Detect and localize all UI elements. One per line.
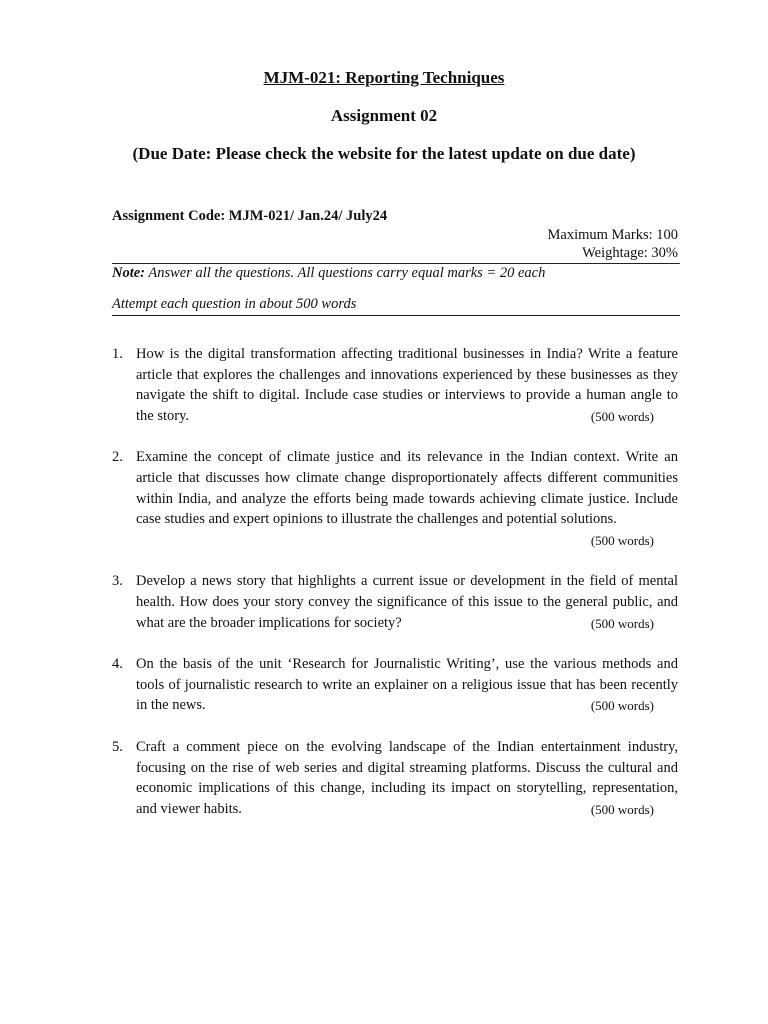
question-body: Develop a news story that highlights a current issue or development in the field of mental health. How does your story convey the significance of this issue to the general public, and what are the broader implications for society? [136, 573, 678, 631]
question-item [112, 344, 678, 427]
note-line [112, 265, 545, 282]
word-limit: (500 words) [590, 615, 654, 631]
weightage: Weightage: 30% [582, 245, 678, 261]
question-text [136, 571, 678, 634]
word-limit: (500 words) [590, 801, 654, 817]
divider-bottom [112, 315, 680, 316]
question-list [112, 344, 678, 840]
question-number: 1. [112, 346, 123, 362]
word-limit: (500 words) [590, 698, 654, 714]
question-body: Craft a comment piece on the evolving landscape of the Indian entertainment industry, focusing on the rise of web series and digital streaming platforms. Discuss the cultural and economic implications of this change, including its impact on storytelling, representation, and viewer habits. [136, 738, 678, 817]
word-limit: (500 words) [590, 408, 654, 424]
question-text [136, 654, 678, 717]
question-text [136, 737, 678, 820]
question-item [112, 737, 678, 820]
question-text [136, 344, 678, 427]
question-item [112, 654, 678, 717]
question-text [136, 447, 678, 551]
question-item [112, 447, 678, 551]
question-body: How is the digital transformation affecting traditional businesses in India? Write a feature article that explores the challenges and innovations experienced by these businesses as they navigate the shift to digital. Include case studies or interviews to provide a human angle to the story. [136, 346, 678, 424]
course-title: MJM-021: Reporting Techniques [263, 68, 505, 87]
question-body: On the basis of the unit ‘Research for Journalistic Writing’, use the various methods and tools of journalistic research to write an explainer on a religious issue that has been recently in the news. [136, 656, 678, 714]
question-number: 3. [112, 573, 123, 590]
question-number: 5. [112, 738, 123, 755]
question-number: 2. [112, 449, 123, 466]
assignment-code: Assignment Code: MJM-021/ Jan.24/ July24 [112, 208, 388, 224]
divider-top [112, 263, 680, 264]
assignment-title: Assignment 02 [330, 106, 438, 125]
attempt-instruction: Attempt each question in about 500 words [112, 296, 357, 312]
question-item [112, 571, 678, 634]
due-date-note: (Due Date: Please check the website for the latest update on due date) [132, 144, 636, 163]
question-body: Examine the concept of climate justice and its relevance in the Indian context. Write an article that discusses how climate change disproportionately affects different communities within India, and analyze the efforts being made towards achieving climate justice. Include case studies and expert opinions to illustrate the challenges and potential solutions. [136, 449, 678, 528]
maximum-marks: Maximum Marks: 100 [547, 227, 678, 243]
note-label: Note: [112, 265, 146, 281]
note-text: Answer all the questions. All questions carry equal marks = 20 each [145, 265, 546, 281]
question-number: 4. [112, 656, 123, 673]
word-limit: (500 words) [590, 532, 654, 548]
